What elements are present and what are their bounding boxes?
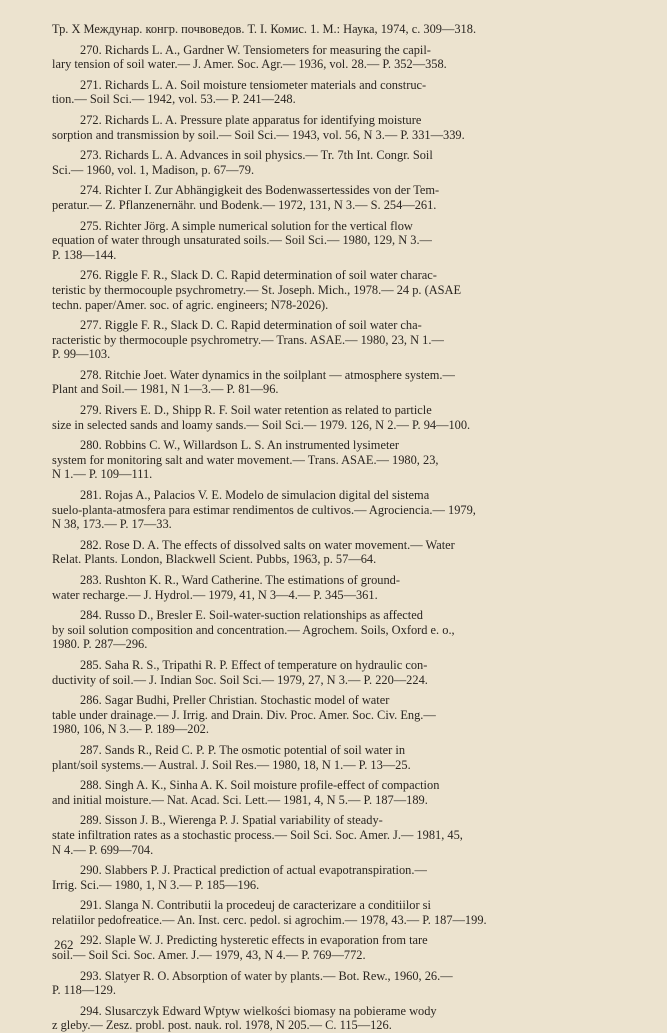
reference-line: 280. Robbins C. W., Willardson L. S. An instrumented lysimeter: [80, 438, 400, 453]
reference-line: 294. Slusarczyk Edward Wptyw wielkości biomasy na pobierame wody: [80, 1003, 437, 1018]
reference-entry: [52, 863, 623, 892]
reference-line: tion.— Soil Sci.— 1942, vol. 53.— P. 241—248.: [52, 92, 296, 107]
reference-line: N 4.— P. 699—704.: [52, 842, 154, 857]
reference-entry: [52, 318, 623, 362]
reference-line: table under drainage.— J. Irrig. and Drain. Div. Proc. Amer. Soc. Civ. Eng.—: [52, 707, 436, 722]
reference-line: 289. Sisson J. B., Wierenga P. J. Spatial variability of steady-: [80, 813, 383, 828]
reference-line: Sci.— 1960, vol. 1, Madison, p. 67—79.: [52, 162, 255, 177]
reference-line: water recharge.— J. Hydrol.— 1979, 41, N 3—4.— P. 345—361.: [52, 587, 378, 602]
reference-line: 1980, 106, N 3.— P. 189—202.: [52, 722, 209, 737]
reference-entry: [52, 268, 623, 312]
reference-line: 275. Richter Jörg. A simple numerical solution for the vertical flow: [80, 218, 413, 233]
reference-line: relatiilor pedofreatice.— An. Inst. cerc. pedol. si agrochim.— 1978, 43.— P. 187—199.: [52, 912, 487, 927]
reference-line: Plant and Soil.— 1981, N 1—3.— P. 81—96.: [52, 382, 279, 397]
reference-entry: [52, 148, 623, 177]
reference-line: Irrig. Sci.— 1980, 1, N 3.— P. 185—196.: [52, 877, 260, 892]
reference-entry: [52, 573, 623, 602]
reference-entry: [52, 969, 623, 998]
reference-entry: [52, 113, 623, 142]
reference-line: lary tension of soil water.— J. Amer. Soc. Agr.— 1936, vol. 28.— P. 352—358.: [52, 57, 447, 72]
reference-line: N 1.— P. 109—111.: [52, 467, 153, 482]
reference-line: 283. Rushton K. R., Ward Catherine. The estimations of ground-: [80, 573, 400, 587]
reference-line: 273. Richards L. A. Advances in soil physics.— Tr. 7th Int. Congr. Soil: [80, 148, 433, 163]
reference-entry: [52, 743, 623, 772]
reference-entry: [52, 778, 623, 807]
reference-line: P. 118—129.: [52, 983, 116, 998]
reference-line: ductivity of soil.— J. Indian Soc. Soil Sci.— 1979, 27, N 3.— P. 220—224.: [52, 672, 428, 687]
reference-line: state infiltration rates as a stochastic process.— Soil Sci. Soc. Amer. J.— 1981, 45,: [52, 827, 463, 842]
page-number: 262: [54, 937, 74, 952]
reference-line: 270. Richards L. A., Gardner W. Tensiometers for measuring the capil-: [80, 42, 431, 57]
reference-entry: [52, 368, 623, 397]
reference-entry: [52, 78, 623, 107]
reference-entry: [52, 813, 623, 857]
reference-line: techn. paper/Amer. soc. of agric. engineers; N78-2026).: [52, 297, 329, 312]
reference-entry: [52, 538, 623, 567]
reference-line: peratur.— Z. Pflanzenernähr. und Bodenk.— 1972, 131, N 3.— S. 254—261.: [52, 197, 437, 212]
reference-entry: [52, 219, 623, 263]
reference-line: 274. Richter I. Zur Abhängigkeit des Bodenwassertessides von der Tem-: [80, 183, 440, 198]
reference-line: teristic by thermocouple psychrometry.— St. Joseph. Mich., 1978.— 24 p. (ASAE: [52, 282, 462, 297]
reference-line: 285. Saha R. S., Tripathi R. P. Effect of temperature on hydraulic con-: [80, 657, 428, 672]
reference-line: 284. Russo D., Bresler E. Soil-water-suction relationships as affected: [80, 608, 423, 623]
reference-line: 272. Richards L. A. Pressure plate apparatus for identifying moisture: [80, 112, 422, 127]
reference-line: 271. Richards L. A. Soil moisture tensiometer materials and construc-: [80, 77, 427, 92]
reference-list: [52, 22, 623, 1033]
reference-line: 276. Riggle F. R., Slack D. C. Rapid determination of soil water charac-: [80, 268, 437, 283]
reference-line: plant/soil systems.— Austral. J. Soil Res.— 1980, 18, N 1.— P. 13—25.: [52, 757, 411, 772]
reference-entry: [52, 608, 623, 652]
reference-entry: [52, 43, 623, 72]
reference-line: and initial moisture.— Nat. Acad. Sci. Lett.— 1981, 4, N 5.— P. 187—189.: [52, 792, 428, 807]
reference-entry: [52, 933, 623, 962]
reference-line: 278. Ritchie Joet. Water dynamics in the soilplant — atmosphere system.—: [80, 367, 455, 382]
reference-line: equation of water through unsaturated soils.— Soil Sci.— 1980, 129, N 3.—: [52, 233, 432, 248]
reference-line: N 38, 173.— P. 17—33.: [52, 517, 172, 532]
reference-entry: [52, 403, 623, 432]
reference-entry: [52, 183, 623, 212]
reference-line: 282. Rose D. A. The effects of dissolved salts on water movement.— Water: [80, 537, 455, 552]
reference-line: P. 99—103.: [52, 347, 111, 362]
reference-line: sorption and transmission by soil.— Soil Sci.— 1943, vol. 56, N 3.— P. 331—339.: [52, 127, 465, 142]
reference-entry: [52, 488, 623, 532]
reference-line: system for monitoring salt and water movement.— Trans. ASAE.— 1980, 23,: [52, 452, 439, 467]
reference-line: z gleby.— Zesz. probl. post. nauk. rol. 1978, N 205.— C. 115—126.: [52, 1018, 392, 1033]
reference-line: 281. Rojas A., Palacios V. E. Modelo de simulacion digital del sistema: [80, 488, 430, 503]
reference-line: soil.— Soil Sci. Soc. Amer. J.— 1979, 43, N 4.— P. 769—772.: [52, 948, 366, 963]
reference-line: 1980. P. 287—296.: [52, 637, 148, 652]
reference-entry: [52, 1004, 623, 1033]
reference-line: 291. Slanga N. Contributii la procedeuj de caracterizare a conditiilor si: [80, 898, 431, 913]
reference-line: by soil solution composition and concentration.— Agrochem. Soils, Oxford e. o.,: [52, 622, 455, 637]
reference-line: 277. Riggle F. R., Slack D. C. Rapid determination of soil water cha-: [80, 318, 422, 333]
reference-entry: [52, 693, 623, 737]
reference-line: 279. Rivers E. D., Shipp R. F. Soil water retention as related to particle: [80, 403, 432, 418]
reference-line: 293. Slatyer R. O. Absorption of water by plants.— Bot. Rew., 1960, 26.—: [80, 968, 453, 983]
reference-line: racteristic by thermocouple psychrometry.— Trans. ASAE.— 1980, 23, N 1.—: [52, 332, 444, 347]
reference-line: Тр. X Междунар. конгр. почвоведов. Т. I. Комис. 1. М.: Наука, 1974, с. 309—318.: [52, 22, 477, 36]
reference-entry: [52, 438, 623, 482]
reference-line: 287. Sands R., Reid C. P. P. The osmotic potential of soil water in: [80, 742, 406, 757]
reference-line: 286. Sagar Budhi, Preller Christian. Stochastic model of water: [80, 693, 390, 708]
reference-line: 288. Singh A. K., Sinha A. K. Soil moisture profile-effect of compaction: [80, 778, 440, 793]
reference-line: Relat. Plants. London, Blackwell Scient. Pubbs, 1963, p. 57—64.: [52, 552, 377, 567]
reference-line: suelo-planta-atmosfera para estimar rendimentos de cultivos.— Agrociencia.— 1979,: [52, 502, 476, 517]
reference-entry: [52, 658, 623, 687]
reference-line: 290. Slabbers P. J. Practical prediction of actual evapotranspiration.—: [80, 863, 427, 878]
reference-entry: [52, 22, 623, 37]
reference-line: size in selected sands and loamy sands.— Soil Sci.— 1979. 126, N 2.— P. 94—100.: [52, 417, 471, 432]
reference-line: P. 138—144.: [52, 247, 117, 262]
reference-entry: [52, 898, 623, 927]
reference-line: 292. Slaple W. J. Predicting hysteretic effects in evaporation from tare: [80, 933, 428, 948]
